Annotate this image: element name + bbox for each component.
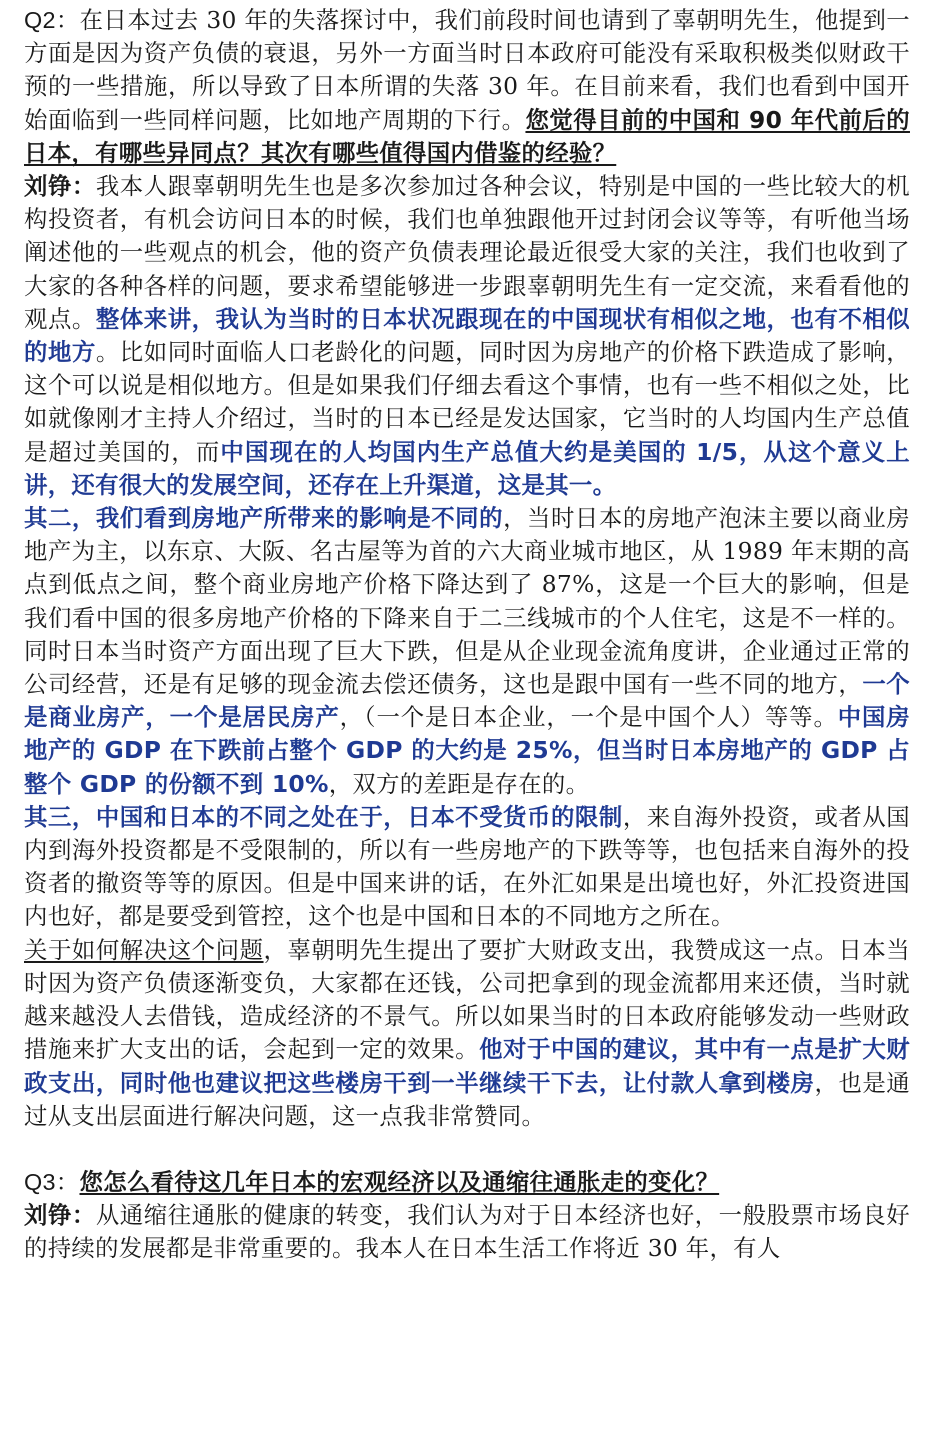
document-page (24, 4, 910, 1266)
a3-speaker: 刘铮： (24, 1201, 96, 1230)
a2-p3-highlight-1: 其三，中国和日本的不同之处在于，日本不受货币的限制 (24, 802, 623, 831)
q3-paragraph (24, 1166, 910, 1199)
a2-p2-highlight-2: 一个是商业房产，一个是居民房产 (24, 670, 910, 732)
a2-paragraph-3 (24, 801, 910, 934)
a3-paragraph (24, 1199, 910, 1265)
q2-paragraph (24, 4, 910, 170)
a2-p1-highlight-2: 中国现在的人均国内生产总值大约是美国的 1/5，从这个意义上讲，还有很大的发展空间，还存在上升渠道，这是其一。 (24, 437, 910, 499)
section-spacer (24, 1133, 910, 1166)
a2-p2-highlight-3: 中国房地产的 GDP 在下跌前占整个 GDP 的大约是 25%，但当时日本房地产的 GDP 占整个 GDP 的份额不到 10% (24, 703, 910, 798)
q2-question: 您觉得目前的中国和 90 年代前后的日本，有哪些异同点？其次有哪些值得国内借鉴的经验？ (24, 105, 910, 167)
a2-paragraph-4 (24, 934, 910, 1133)
a2-speaker: 刘铮： (24, 172, 96, 201)
a2-p4-highlight-1: 他对于中国的建议，其中有一点是扩大财政支出，同时他也建议把这些楼房干到一半继续干下去，让付款人拿到楼房 (24, 1035, 910, 1097)
a2-p4-text-a: ，辜朝明先生提出了要扩大财政支出，我赞成这一点。日本当时因为资产负债逐渐变负，大家都在还钱，公司把拿到的现金流都用来还债，当时就越来越没人去借钱，造成经济的不景气。所以如果当时的日本政府能够发动一些财政措施来扩大支出的话，会起到一定的效果。 (24, 935, 910, 1064)
a2-p1-highlight-1: 整体来讲，我认为当时的日本状况跟现在的中国现状有相似之地，也有不相似的地方 (24, 304, 910, 367)
a2-p4-underlined-heading: 关于如何解决这个问题 (24, 935, 264, 964)
a2-paragraph-2 (24, 502, 910, 801)
a2-p2-text-b: ，（一个是日本企业，一个是中国个人）等等。 (339, 703, 838, 732)
a2-p3-text-a: ，来自海外投资，或者从国内到海外投资都是不受限制的，所以有一些房地产的下跌等等，也包括来自海外的投资者的撤资等等的原因。但是中国来讲的话，在外汇如果是出境也好，外汇投资进国内也好，都是要受到管控，这个也是中国和日本的不同地方之所在。 (24, 802, 910, 931)
a2-p4-text-b: ，也是通过从支出层面进行解决问题，这一点我非常赞同。 (24, 1068, 911, 1130)
a2-paragraph-1 (24, 170, 910, 502)
q2-intro: 在日本过去 30 年的失落探讨中，我们前段时间也请到了辜朝明先生，他提到一方面是因为资产负债的衰退，另外一方面当时日本政府可能没有采取积极类似财政干预的一些措施，所以导致了日本所谓的失落 30 年。在目前来看，我们也看到中国开始面临到一些同样问题，比如地产周期的下行。 (24, 6, 910, 134)
a2-p1-text-a: 我本人跟辜朝明先生也是多次参加过各种会议，特别是中国的一些比较大的机构投资者，有机会访问日本的时候，我们也单独跟他开过封闭会议等等，有听他当场阐述他的一些观点的机会，他的资产负债表理论最近很受大家的关注，我们也收到了大家的各种各样的问题，要求希望能够进一步跟辜朝明先生有一定交流，来看看他的观点。 (24, 172, 910, 333)
q3-question: 您怎么看待这几年日本的宏观经济以及通缩往通胀走的变化？ (79, 1167, 720, 1196)
a3-text: 从通缩往通胀的健康的转变，我们认为对于日本经济也好，一般股票市场良好的持续的发展都是非常重要的。我本人在日本生活工作将近 30 年，有人 (24, 1201, 910, 1263)
a2-p2-text-c: ，双方的差距是存在的。 (328, 769, 590, 798)
a2-p2-text-a: ，当时日本的房地产泡沫主要以商业房地产为主，以东京、大阪、名古屋等为首的六大商业城市地区，从 1989 年末期的高点到低点之间，整个商业房地产价格下降达到了 87%，这是一个巨大的影响，但是我们看中国的很多房地产价格的下降来自于二三线城市的个人住宅，这是不一样的。同时日本当时资产方面出现了巨大下跌，但是从企业现金流角度讲，企业通过正常的公司经营，还是有足够的现金流去偿还债务，这也是跟中国有一些不同的地方， (24, 504, 910, 699)
a2-p1-text-b: 。比如同时面临人口老龄化的问题，同时因为房地产的价格下跌造成了影响，这个可以说是相似地方。但是如果我们仔细去看这个事情，也有一些不相似之处，比如就像刚才主持人介绍过，当时的日本已经是发达国家，它当时的人均国内生产总值是超过美国的，而 (24, 338, 910, 466)
a2-p2-highlight-1: 其二，我们看到房地产所带来的影响是不同的 (24, 504, 504, 533)
q3-label: Q3： (24, 1168, 80, 1195)
q2-label: Q2： (24, 7, 80, 33)
